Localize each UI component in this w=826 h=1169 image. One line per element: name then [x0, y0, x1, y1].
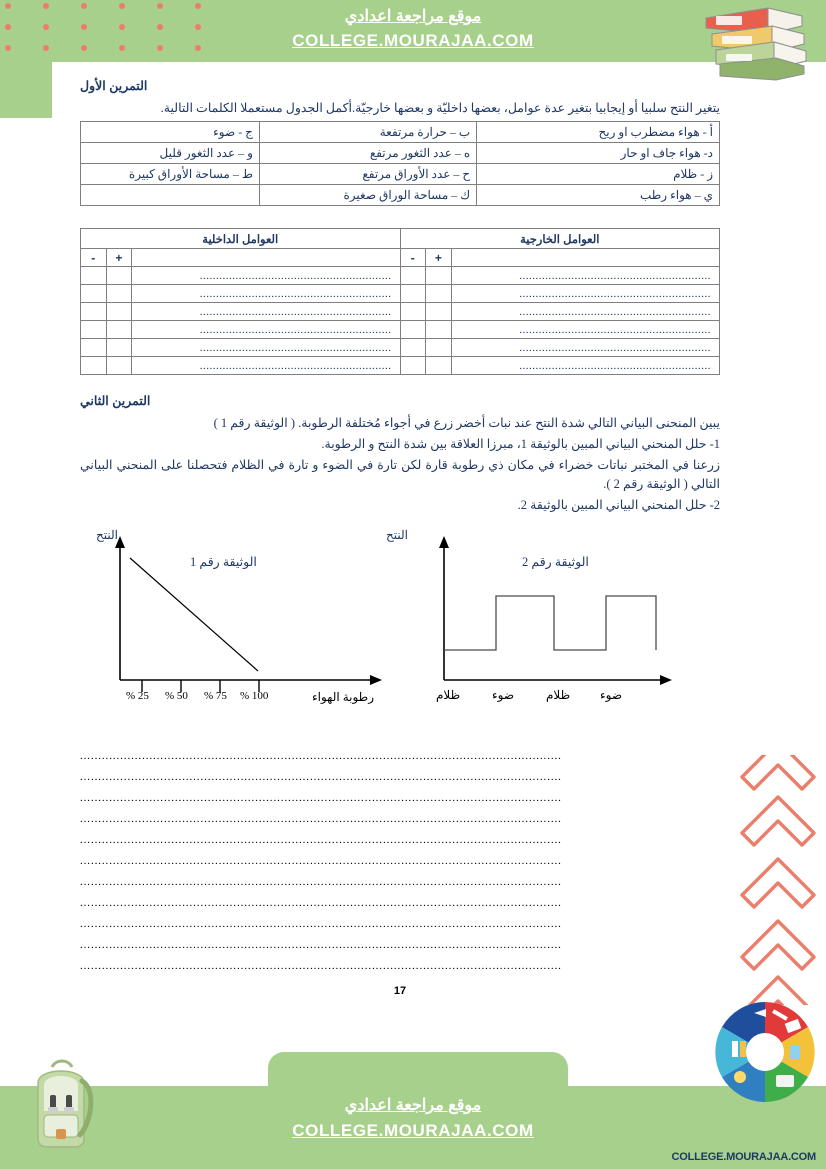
internal-minus-cell[interactable]: [81, 267, 107, 285]
answer-line[interactable]: ....................................................................................................................................: [80, 959, 562, 972]
internal-factor-input[interactable]: ...........................................................: [132, 303, 400, 321]
answer-line[interactable]: ....................................................................................................................................: [80, 854, 562, 867]
internal-minus-cell[interactable]: [81, 357, 107, 375]
word-cell: أ - هواء مضطرب او ريح: [477, 122, 720, 143]
factors-sign-row: [81, 249, 720, 267]
internal-plus-cell[interactable]: [106, 267, 132, 285]
internal-plus-cell[interactable]: [106, 357, 132, 375]
internal-factor-input[interactable]: ...........................................................: [132, 339, 400, 357]
word-cell: ي – هواء رطب: [477, 185, 720, 206]
table-row[interactable]: [81, 267, 720, 285]
exercise2-line-1: يبين المنحنى البياني التالي شدة النتح عند نبات أخضر زرع في أجواء مُختلفة الرطوبة. ( الوثيقة رقم 1 ): [213, 416, 720, 431]
external-plus-cell[interactable]: [426, 267, 452, 285]
footer-site-title: موقع مراجعة اعدادي: [344, 1097, 482, 1114]
external-minus-cell[interactable]: [400, 321, 426, 339]
internal-minus-cell[interactable]: [81, 339, 107, 357]
education-wheel-icon: [710, 997, 820, 1107]
external-plus-cell[interactable]: [426, 339, 452, 357]
external-plus-cell[interactable]: [426, 303, 452, 321]
worksheet-content: [80, 78, 720, 997]
external-plus-cell[interactable]: [426, 321, 452, 339]
table-row[interactable]: [81, 285, 720, 303]
external-factor-input[interactable]: ...........................................................: [451, 303, 719, 321]
table-row: [81, 122, 720, 143]
internal-plus-cell[interactable]: [106, 339, 132, 357]
answer-line[interactable]: ....................................................................................................................................: [80, 938, 562, 951]
books-stack-icon: [698, 4, 810, 82]
header-internal-factors: العوامل الداخلية: [81, 229, 401, 249]
word-cell: و – عدد الثغور قليل: [81, 143, 260, 164]
external-minus-cell[interactable]: [400, 267, 426, 285]
internal-factor-input[interactable]: ...........................................................: [132, 321, 400, 339]
internal-plus-header: +: [106, 249, 132, 267]
exercise2-line-4: 2- حلل المنحني البياني المبين بالوثيقة 2.: [517, 497, 720, 512]
chart2-xtick-darkness-1: ظلام: [436, 687, 461, 702]
word-cell: ك – مساحة الوراق صغيرة: [259, 185, 476, 206]
header-site-url: COLLEGE.MOURAJAA.COM: [292, 31, 534, 50]
word-cell: ح – عدد الأوراق مرتفع: [259, 164, 476, 185]
table-row[interactable]: [81, 339, 720, 357]
exercise2-line-3: زرعنا في المختبر نباتات خضراء في مكان ذي رطوبة قارة لكن تارة في الضوء و تارة في الظلام فتحصلنا على المنحني البياني التالي ( الوثيقة رقم 2 ).: [80, 458, 720, 491]
internal-factor-input[interactable]: ...........................................................: [132, 267, 400, 285]
exercise1-title: التمرين الأول: [80, 79, 148, 93]
internal-minus-cell[interactable]: [81, 285, 107, 303]
internal-factor-input[interactable]: ...........................................................: [132, 285, 400, 303]
exercise2-title: التمرين الثاني: [80, 394, 151, 409]
chevron-decoration: [730, 755, 826, 1005]
answer-lines-area[interactable]: [80, 746, 720, 977]
external-plus-cell[interactable]: [426, 285, 452, 303]
table-row[interactable]: [81, 321, 720, 339]
answer-line[interactable]: ....................................................................................................................................: [80, 812, 562, 825]
exercise2-line-2: 1- حلل المنحني البياني المبين بالوثيقة 1، مبرزا العلاقة بين شدة النتح و الرطوبة.: [321, 437, 720, 452]
external-factor-input[interactable]: ...........................................................: [451, 321, 719, 339]
internal-minus-header: -: [81, 249, 107, 267]
answer-line[interactable]: ....................................................................................................................................: [80, 917, 562, 930]
internal-factor-input[interactable]: ...........................................................: [132, 357, 400, 375]
chart1-title: الوثيقة رقم 1: [190, 554, 257, 569]
word-cell: ج - ضوء: [81, 122, 260, 143]
table-row: [81, 185, 720, 206]
internal-minus-cell[interactable]: [81, 321, 107, 339]
figures-area: [80, 527, 720, 732]
answer-line[interactable]: ....................................................................................................................................: [80, 791, 562, 804]
word-cell: [81, 185, 260, 206]
table-row: [81, 143, 720, 164]
external-factor-input[interactable]: ...........................................................: [451, 267, 719, 285]
backpack-icon: [18, 1055, 104, 1151]
external-minus-cell[interactable]: [400, 339, 426, 357]
chart2-xtick-darkness-2: ظلام: [546, 687, 571, 702]
footer-brand-mark: COLLEGE.MOURAJAA.COM: [671, 1151, 816, 1163]
answer-line[interactable]: ....................................................................................................................................: [80, 770, 562, 783]
external-minus-header: -: [400, 249, 426, 267]
table-row[interactable]: [81, 357, 720, 375]
word-cell: ط – مساحة الأوراق كبيرة: [81, 164, 260, 185]
exercise1-intro: يتغير النتح سلبيا أو إيجابيا بتغير عدة عوامل، بعضها داخليّة و بعضها خارجيّة.أكمل الجدول مستعملا الكلمات التالية.: [160, 101, 720, 115]
answer-line[interactable]: ....................................................................................................................................: [80, 896, 562, 909]
page-number: 17: [393, 984, 407, 997]
footer-site-url: COLLEGE.MOURAJAA.COM: [292, 1121, 534, 1140]
external-factor-input[interactable]: ...........................................................: [451, 357, 719, 375]
header-external-factors: العوامل الخارجية: [400, 229, 720, 249]
chart2-xtick-light-1: ضوء: [492, 687, 515, 702]
answer-line[interactable]: ....................................................................................................................................: [80, 875, 562, 888]
internal-plus-cell[interactable]: [106, 321, 132, 339]
header-site-title: موقع مراجعة اعدادي: [344, 8, 482, 25]
answer-line[interactable]: ....................................................................................................................................: [80, 749, 562, 762]
external-factor-input[interactable]: ...........................................................: [451, 339, 719, 357]
chart2-xtick-light-2: ضوء: [600, 687, 623, 702]
word-cell: ز - ظلام: [477, 164, 720, 185]
factors-header-row: [81, 229, 720, 249]
answer-line[interactable]: ....................................................................................................................................: [80, 833, 562, 846]
internal-minus-cell[interactable]: [81, 303, 107, 321]
chart2-title: الوثيقة رقم 2: [522, 554, 589, 569]
chart1-xlabel: رطوبة الهواء: [312, 689, 375, 704]
external-plus-cell[interactable]: [426, 357, 452, 375]
internal-plus-cell[interactable]: [106, 303, 132, 321]
word-cell: ه – عدد الثغور مرتفع: [259, 143, 476, 164]
chart1-xtick-75: % 75: [204, 689, 227, 702]
word-bank-table: [80, 121, 720, 206]
internal-plus-cell[interactable]: [106, 285, 132, 303]
external-minus-cell[interactable]: [400, 357, 426, 375]
table-row[interactable]: [81, 303, 720, 321]
chart1-ylabel: النتح: [96, 527, 118, 542]
word-cell: ب – حرارة مرتفعة: [259, 122, 476, 143]
footer-title-tab: [268, 1052, 568, 1086]
internal-name-header: [132, 249, 400, 267]
external-plus-header: +: [426, 249, 452, 267]
chart1-xtick-25: % 25: [126, 689, 149, 702]
word-cell: د- هواء جاف او حار: [477, 143, 720, 164]
external-minus-cell[interactable]: [400, 285, 426, 303]
factors-table: [80, 228, 720, 375]
chart1-xtick-50: % 50: [165, 689, 188, 702]
external-minus-cell[interactable]: [400, 303, 426, 321]
chart1-xtick-100: % 100: [240, 689, 269, 702]
chart2-ylabel: النتح: [386, 527, 408, 542]
table-row: [81, 164, 720, 185]
external-factor-input[interactable]: ...........................................................: [451, 285, 719, 303]
external-name-header: [451, 249, 719, 267]
